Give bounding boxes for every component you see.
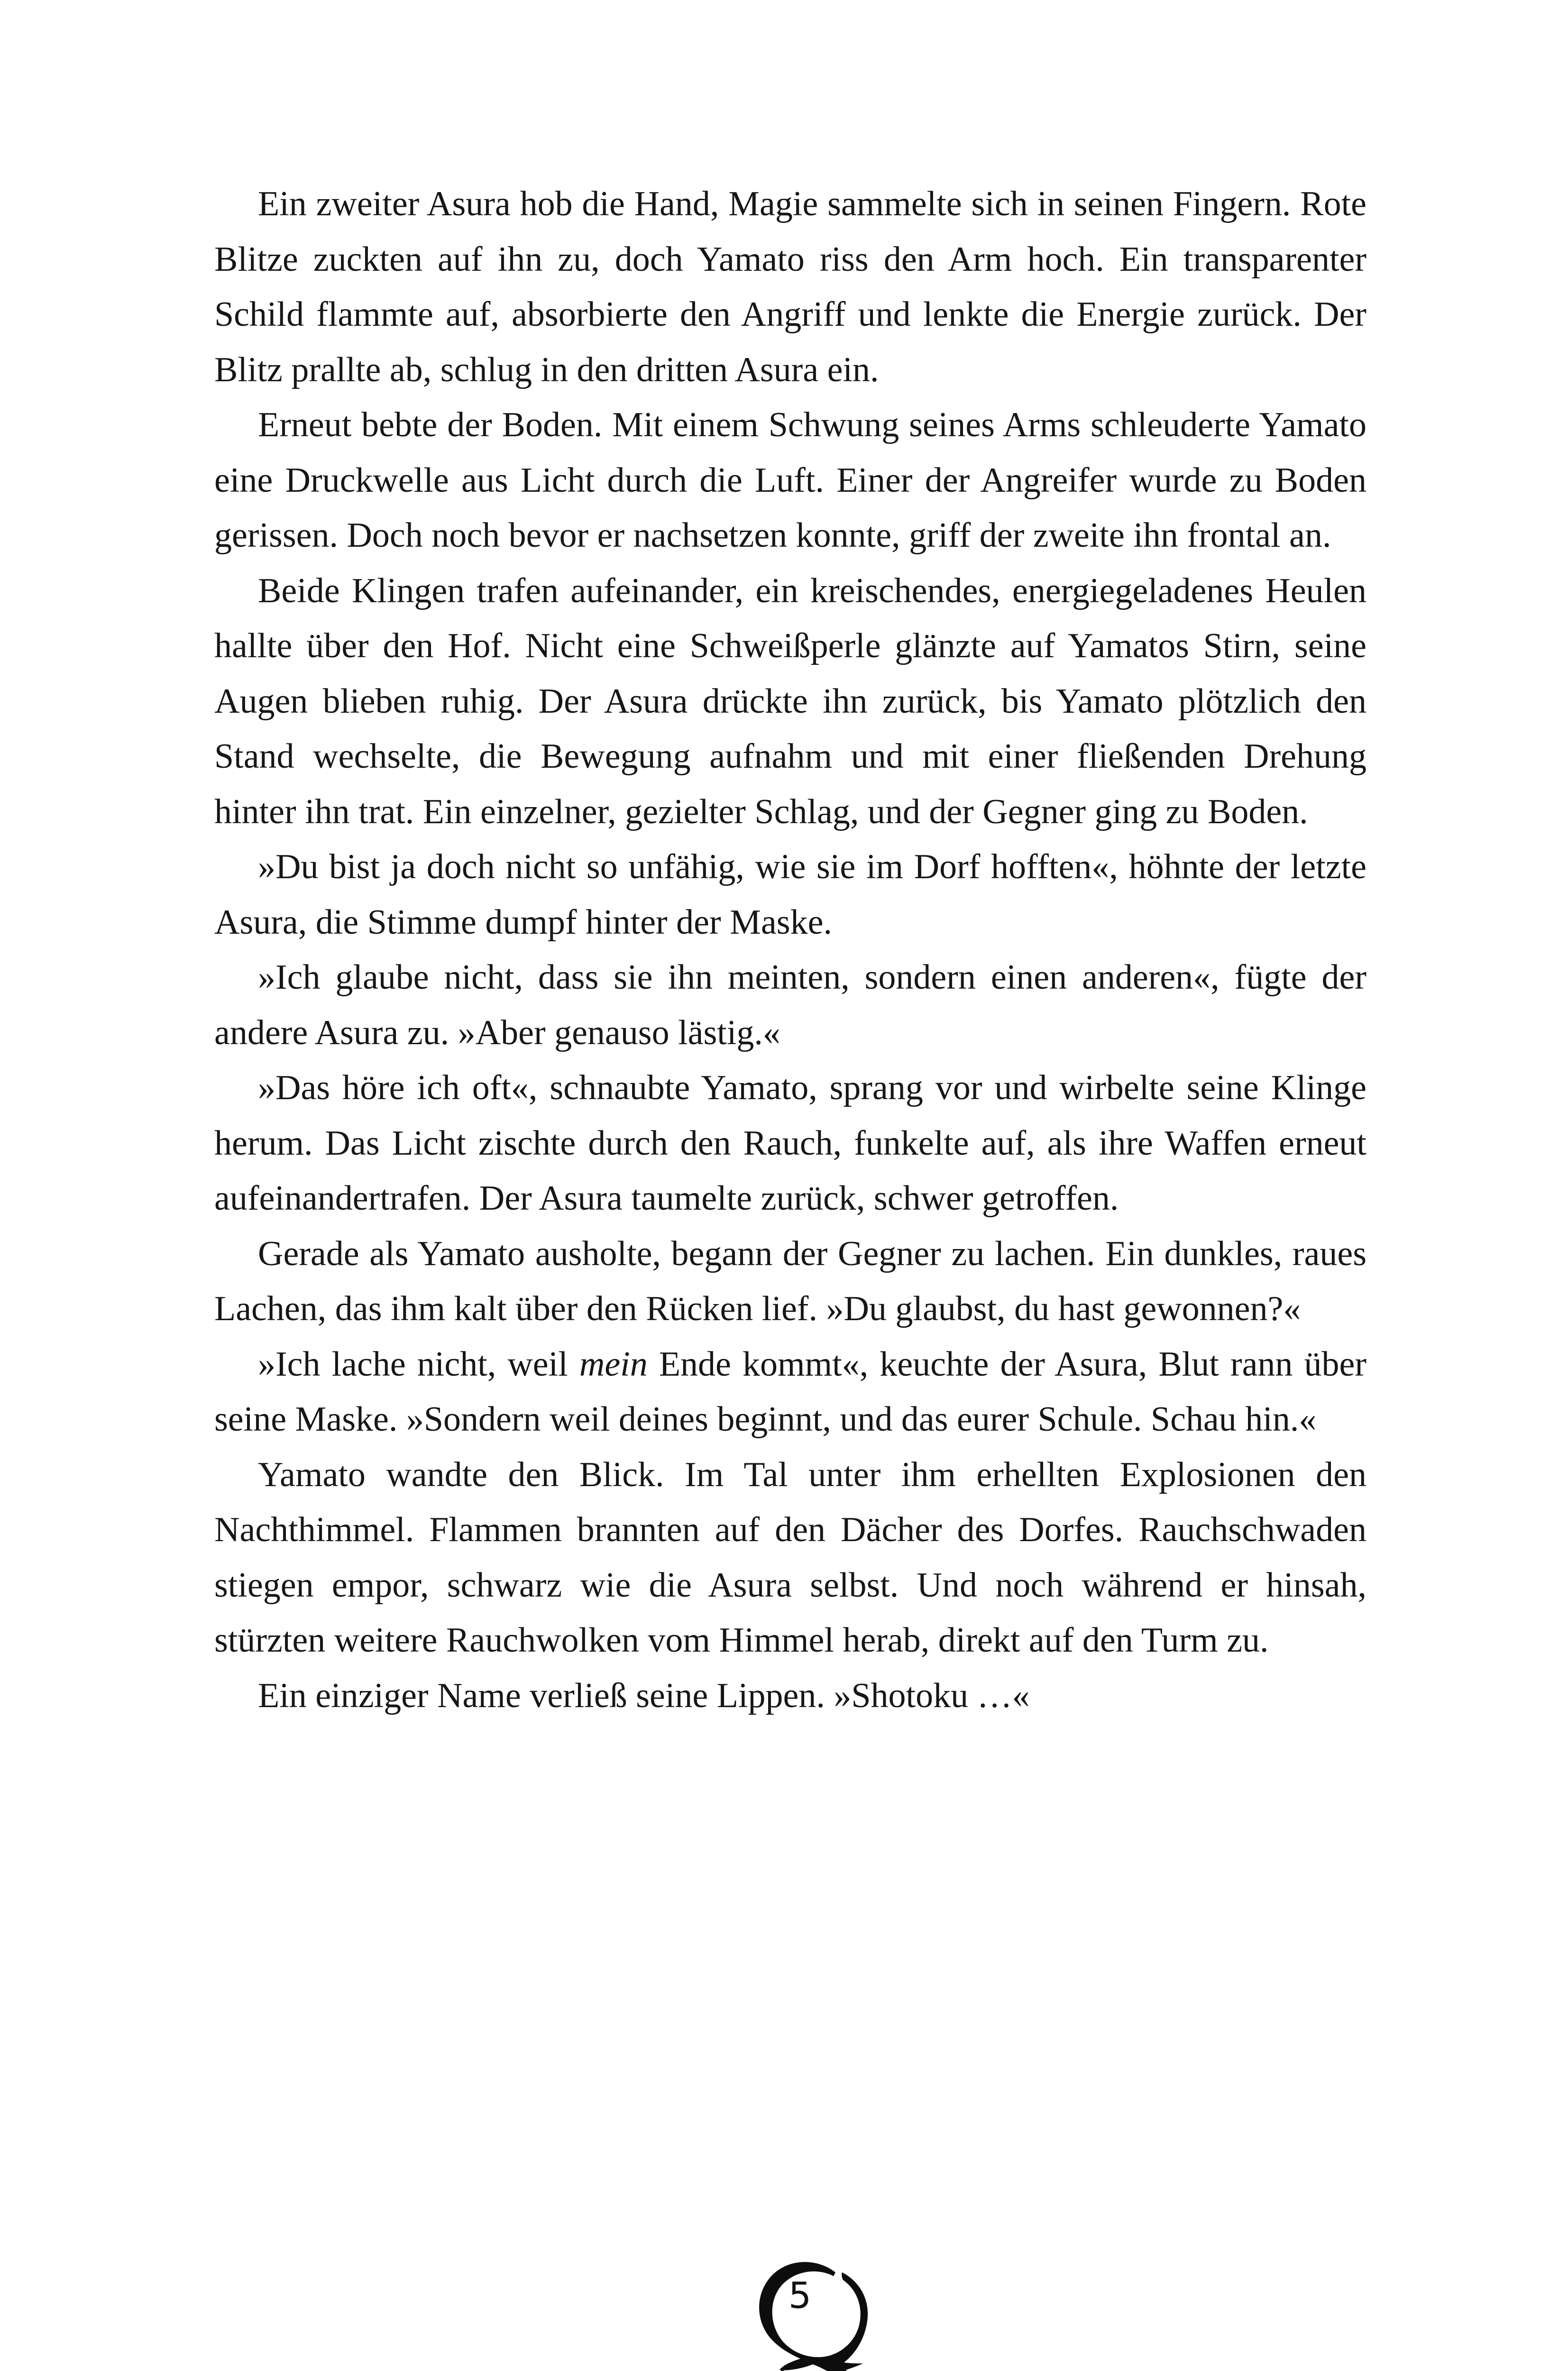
page-number-ornament [734,2242,886,2371]
body-text [214,176,1366,1723]
page-number: 5 [788,2274,812,2316]
paragraph: »Ich glaube nicht, dass sie ihn meinten, sondern einen anderen«, fügte der andere Asura zu. »Aber genauso lästig.« [214,958,1366,1052]
paragraph: Ein einziger Name verließ seine Lippen. »Shotoku …« [258,1676,1030,1715]
paragraph: Gerade als Yamato ausholte, begann der Gegner zu lachen. Ein dunkles, raues Lachen, das ihm kalt über den Rücken lief. »Du glaubst, du hast gewonnen?« [214,1234,1366,1328]
paragraph: Erneut bebte der Boden. Mit einem Schwung seines Arms schleuderte Yamato eine Druckwelle aus Licht durch die Luft. Einer der Angreifer wurde zu Boden gerissen. Doch noch bevor er nachsetzen konnte, griff der zweite ihn frontal an. [214,405,1366,555]
paragraph: Yamato wandte den Blick. Im Tal unter ihm erhellten Explosionen den Nachthimmel. Flammen brannten auf den Dächer des Dorfes. Rauchschwaden stiegen empor, schwarz wie die Asura selbst. Und noch während er hinsah, stürzten weitere Rauchwolken vom Himmel herab, direkt auf den Turm zu. [214,1455,1366,1660]
text-run: »Ich lache nicht, weil [258,1344,579,1384]
paragraph: Ein zweiter Asura hob die Hand, Magie sammelte sich in seinen Fingern. Rote Blitze zuckten auf ihn zu, doch Yamato riss den Arm hoch. Ein transparenter Schild flammte auf, absorbierte den Angriff und lenkte die Energie zurück. Der Blitz prallte ab, schlug in den dritten Asura ein. [214,184,1366,389]
paragraph: »Du bist ja doch nicht so unfähig, wie sie im Dorf hofften«, höhnte der letzte Asura, die Stimme dumpf hinter der Maske. [214,847,1366,942]
emphasized-word: mein [579,1344,648,1384]
text-run: Ende kommt«, keuchte der Asura, Blut rann über seine Maske. »Sondern weil deines beginnt, und das eurer Schule. Schau hin.« [214,1344,1367,1439]
paragraph-with-emphasis [214,1337,1366,1447]
paragraph: »Das höre ich oft«, schnaubte Yamato, sprang vor und wirbelte seine Klinge herum. Das Licht zischte durch den Rauch, funkelte auf, als ihre Waffen erneut aufeinandertrafen. Der Asura taumelte zurück, schwer getroffen. [214,1068,1366,1218]
paragraph: Beide Klingen trafen aufeinander, ein kreischendes, energiegeladenes Heulen hallte über den Hof. Nicht eine Schweißperle glänzte auf Yamatos Stirn, seine Augen blieben ruhig. Der Asura drückte ihn zurück, bis Yamato plötzlich den Stand wechselte, die Bewegung aufnahm und mit einer fließenden Drehung hinter ihn trat. Ein einzelner, gezielter Schlag, und der Gegner ging zu Boden. [214,571,1366,831]
